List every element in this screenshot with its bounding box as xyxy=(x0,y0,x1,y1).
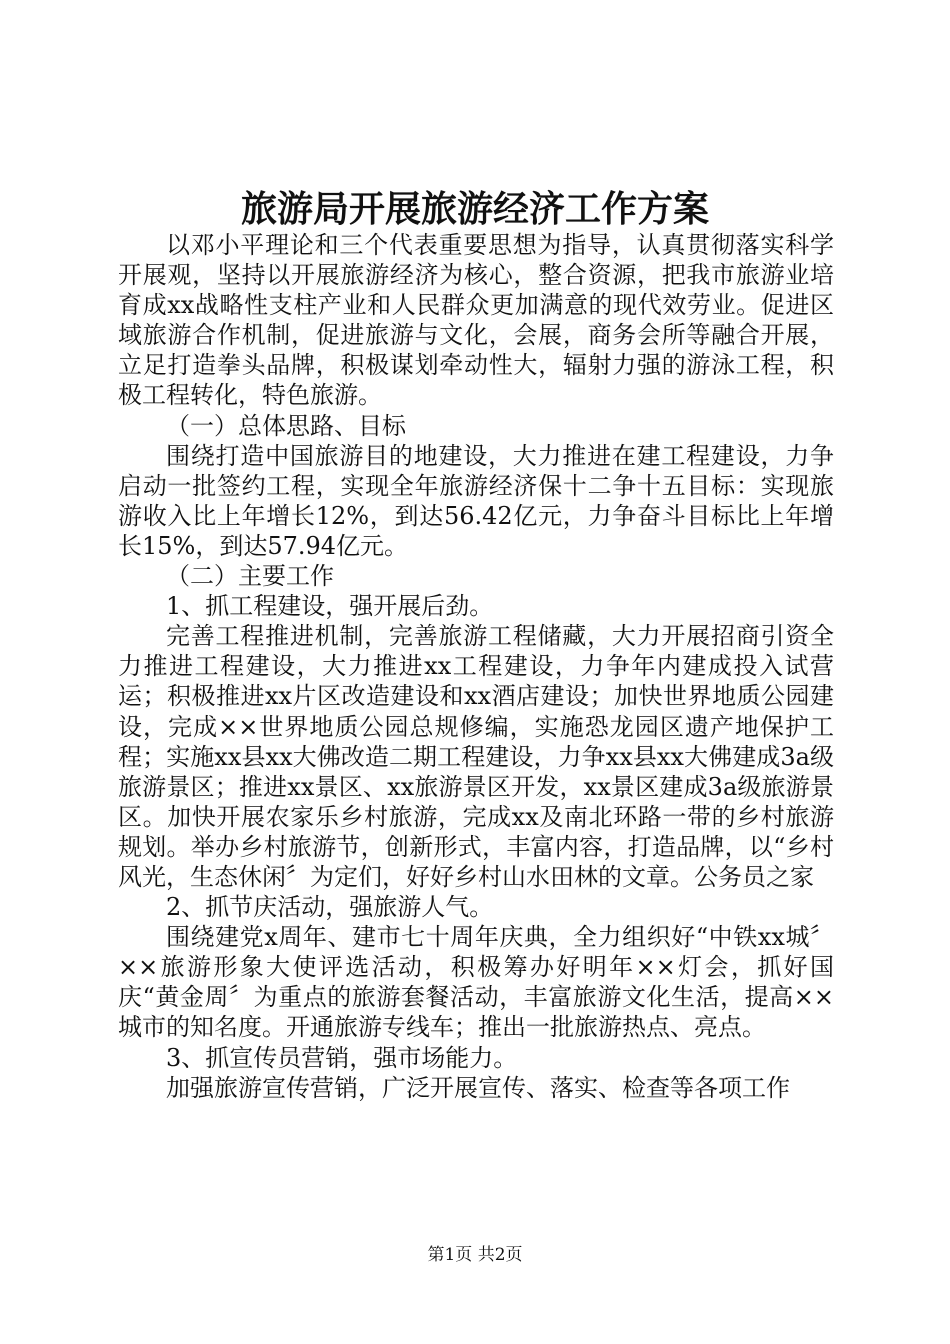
paragraph-projects: 完善工程推进机制，完善旅游工程储藏，大力开展招商引资全力推进工程建设，大力推进xx工程建设，力争年内建成投入试营运；积极推进xx片区改造建设和xx酒店建设；加快世界地质公园建设，完成××世界地质公园总规修编，实施恐龙园区遗产地保护工程；实施xx县xx大佛改造二期工程建设，力争xx县xx大佛建成3a级旅游景区；推进xx景区、xx旅游景区开发，xx景区建成3a级旅游景区。加快开展农家乐乡村旅游，完成xx及南北环路一带的乡村旅游规划。举办乡村旅游节，创新形式，丰富内容，打造品牌，以“乡村风光，生态休闲〞为定们，好好乡村山水田林的文章。公务员之家 xyxy=(118,622,834,891)
paragraph-festivals: 围绕建党x周年、建市七十周年庆典，全力组织好“中铁xx城〞××旅游形象大使评选活动，积极筹办好明年××灯会，抓好国庆“黄金周〞为重点的旅游套餐活动，丰富旅游文化生活，提高××城市的知名度。开通旅游专线车；推出一批旅游热点、亮点。 xyxy=(118,923,834,1042)
paragraph-goals: 围绕打造中国旅游目的地建设，大力推进在建工程建设，力争启动一批签约工程，实现全年旅游经济保十二争十五目标：实现旅游收入比上年增长12%，到达56.42亿元，力争奋斗目标比上年增长15%，到达57.94亿元。 xyxy=(118,441,834,560)
paragraph-intro: 以邓小平理论和三个代表重要思想为指导，认真贯彻落实科学开展观，坚持以开展旅游经济为核心，整合资源，把我市旅游业培育成xx战略性支柱产业和人民群众更加满意的现代效劳业。促进区域旅游合作机制，促进旅游与文化，会展，商务会所等融合开展，立足打造拳头品牌，积极谋划牵动性大，辐射力强的游泳工程，积极工程转化，特色旅游。 xyxy=(118,231,834,410)
section-heading-2: （二）主要工作 xyxy=(166,562,334,591)
document-body xyxy=(118,230,834,1103)
subheading-1: 1、抓工程建设，强开展后劲。 xyxy=(166,592,494,621)
subheading-2: 2、抓节庆活动，强旅游人气。 xyxy=(166,893,494,922)
section-heading-1: （一）总体思路、目标 xyxy=(166,411,406,440)
page-number: 第1页 共2页 xyxy=(427,1245,523,1265)
subheading-3: 3、抓宣传员营销，强市场能力。 xyxy=(166,1043,518,1072)
document-title: 旅游局开展旅游经济工作方案 xyxy=(240,188,709,230)
paragraph-marketing: 加强旅游宣传营销，广泛开展宣传、落实、检查等各项工作 xyxy=(166,1073,790,1102)
